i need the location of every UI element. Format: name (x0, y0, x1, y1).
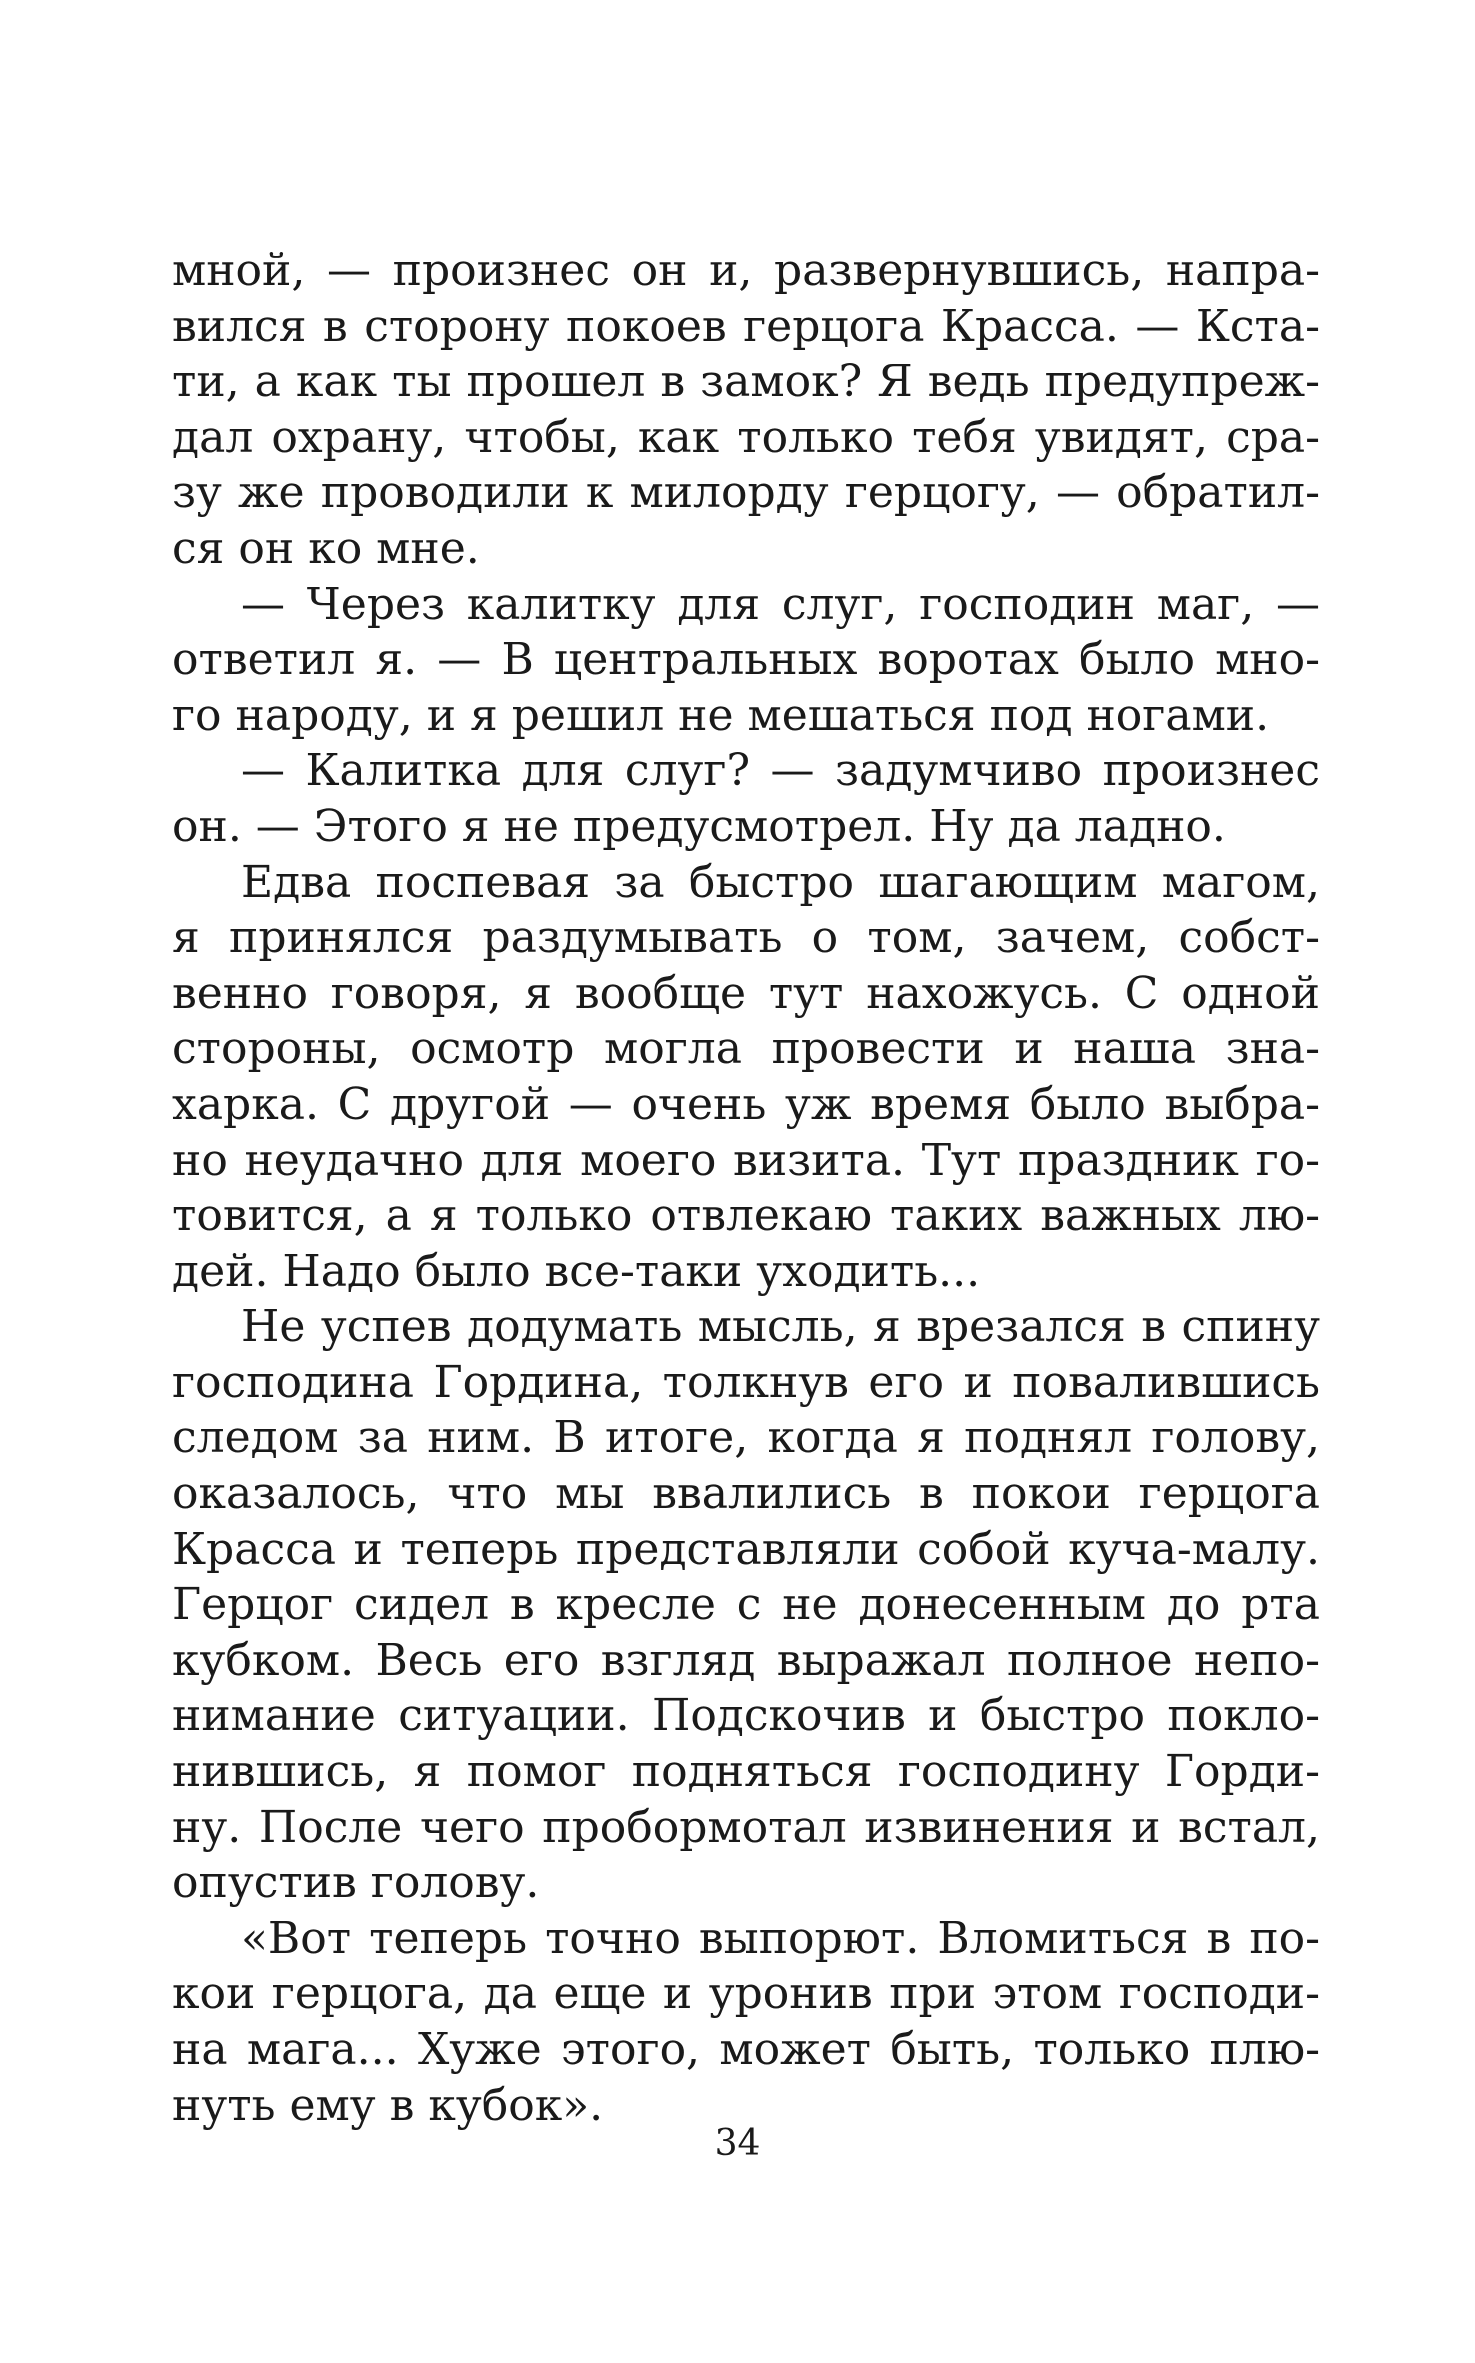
text-line: дей. Надо было все-таки уходить... (172, 1245, 981, 1297)
text-line: нившись, я помог подняться господину Горди- (172, 1746, 1320, 1798)
text-line: харка. С другой — очень уж время было выбра- (172, 1078, 1320, 1130)
text-line: кубком. Весь его взгляд выражал полное непо- (172, 1634, 1320, 1686)
text-line: ся он ко мне. (172, 522, 480, 574)
text-line: зу же проводили к милорду герцогу, — обратил- (172, 467, 1320, 519)
text-line: нуть ему в кубок». (172, 2079, 604, 2131)
text-line: на мага... Хуже этого, может быть, только плю- (172, 2024, 1320, 2075)
text-line: — Калитка для слуг? — задумчиво произнес (241, 745, 1320, 797)
paragraph (172, 577, 1320, 744)
text-line: ответил я. — В центральных воротах было мно- (172, 634, 1320, 686)
text-line: венно говоря, я вообще тут нахожусь. С одной (172, 967, 1320, 1019)
text-line: нимание ситуации. Подскочив и быстро покло- (172, 1690, 1320, 1742)
text-line: но неудачно для моего визита. Тут праздник го- (172, 1134, 1320, 1186)
text-line: дал охрану, чтобы, как только тебя увидят, сра- (172, 411, 1320, 463)
paragraph (172, 743, 1320, 854)
text-line: стороны, осмотр могла провести и наша зна- (172, 1023, 1320, 1075)
paragraph (172, 855, 1320, 1300)
text-line: господина Гордина, толкнув его и повалившись (172, 1356, 1320, 1408)
text-line: Не успев додумать мысль, я врезался в спину (241, 1301, 1320, 1353)
paragraph (172, 1299, 1320, 1911)
body-text (172, 243, 1320, 2133)
text-line: ти, а как ты прошел в замок? Я ведь предупреж- (172, 356, 1320, 408)
text-line: следом за ним. В итоге, когда я поднял голову, (172, 1412, 1320, 1464)
text-line: оказалось, что мы ввалились в покои герцога (172, 1468, 1320, 1520)
page-number: 34 (714, 2123, 761, 2164)
text-line: «Вот теперь точно выпорют. Вломиться в по- (241, 1912, 1320, 1964)
text-line: опустив голову. (172, 1857, 540, 1909)
text-line: кои герцога, да еще и уронив при этом господи- (172, 1968, 1320, 2020)
text-line: го народу, и я решил не мешаться под ногами. (172, 689, 1270, 741)
text-line: вился в сторону покоев герцога Красса. — Кста- (172, 300, 1320, 352)
text-line: Едва поспевая за быстро шагающим магом, (241, 856, 1320, 908)
text-line: Красса и теперь представляли собой куча-малу. (172, 1523, 1320, 1575)
text-line: — Через калитку для слуг, господин маг, — (241, 578, 1320, 630)
text-line: товится, а я только отвлекаю таких важных лю- (172, 1190, 1320, 1242)
paragraph (172, 1911, 1320, 2133)
text-line: он. — Этого я не предусмотрел. Ну да ладно. (172, 800, 1226, 852)
text-line: я принялся раздумывать о том, зачем, собст- (172, 912, 1320, 964)
text-line: Герцог сидел в кресле с не донесенным до рта (172, 1579, 1320, 1631)
text-line: ну. После чего пробормотал извинения и встал, (172, 1801, 1320, 1853)
paragraph (172, 243, 1320, 577)
text-line: мной, — произнес он и, развернувшись, напра- (172, 245, 1320, 296)
